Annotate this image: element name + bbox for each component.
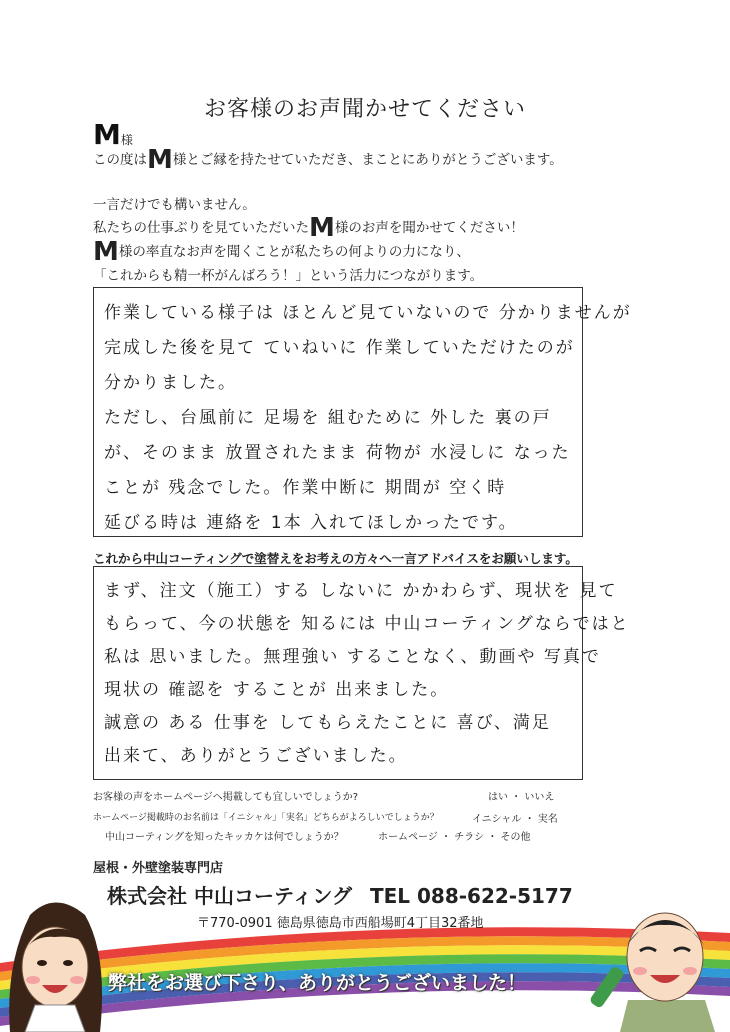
answer-1-line: 完成した後を見て ていねいに 作業していただけたのが (104, 338, 575, 358)
greeting-suffix: 様とご縁を持たせていただき、まことにありがとうございます。 (172, 152, 563, 168)
options-publish: はい ・ いいえ (488, 792, 555, 803)
company-contact (107, 880, 573, 909)
customer-initial: M (93, 118, 121, 151)
answer-1-line: 延びる時は 連絡を 1本 入れてほしかったです。 (104, 513, 518, 533)
answer-1-line: 分かりました。 (104, 373, 237, 393)
advice-heading: これから中山コーティングで塗替えをお考えの方々へ一言アドバイスをお願いします。 (93, 551, 578, 566)
question-referral: 中山コーティングを知ったキッカケは何でしょうか？ (105, 832, 344, 843)
answer-1-line: が、そのまま 放置されたまま 荷物が 水浸しに なった (104, 443, 571, 463)
company-address: 〒770-0901 徳島県徳島市西船場町4丁目32番地 (197, 916, 484, 931)
page-title: お客様のお声聞かせてください (203, 97, 526, 122)
customer-sama: 様 (120, 133, 133, 147)
question-name-type: ホームページ掲載時のお名前は「イニシャル」「実名」どちらがよろしいでしょうか？ (93, 813, 439, 823)
answer-1-line: ことが 残念でした。作業中断に 期間が 空く時 (104, 478, 507, 498)
greeting-initial: M (147, 145, 173, 175)
intro-line-3 (93, 237, 470, 267)
thanks-message: 弊社をお選び下さり、ありがとうございました！ (108, 972, 527, 994)
answer-2-line: 現状の 確認を することが 出来ました。 (104, 680, 450, 700)
answer-2-line: もらって、今の状態を 知るには 中山コーティングならではと (104, 614, 630, 634)
question-publish: お客様の声をホームページへ掲載しても宜しいでしょうか? (93, 792, 359, 803)
answer-2-line: 私は 思いました。無理強い することなく、動画や 写真で (104, 647, 601, 667)
intro-line-2-suffix: 様のお声を聞かせてください！ (334, 220, 524, 236)
intro-line-1: 一言だけでも構いません。 (93, 197, 256, 213)
staff-woman-illustration (9, 903, 102, 1032)
answer-box-1 (93, 287, 632, 537)
answer-1-line: ただし、台風前に 足場を 組むために 外した 裏の戸 (104, 408, 552, 428)
answer-2-line: まず、注文（施工）する しないに かかわらず、現状を 見て (104, 581, 618, 601)
intro-line-2-initial: M (309, 213, 335, 243)
intro-line-4: 「これからも精一杯がんばろう！」という活力につながります。 (93, 268, 484, 284)
greeting-line (93, 145, 563, 175)
company-type: 屋根・外壁塗装専門店 (93, 861, 224, 876)
answer-2-line: 誠意の ある 仕事を してもらえたことに 喜び、満足 (104, 713, 551, 733)
answer-1-line: 作業している様子は ほとんど見ていないので 分かりませんが (104, 303, 632, 323)
intro-line-2-prefix: 私たちの仕事ぶりを見ていただいた (93, 220, 309, 236)
options-name-type: イニシャル ・ 実名 (472, 814, 558, 825)
company-name: 株式会社 中山コーティング (107, 884, 352, 908)
answer-2-line: 出来て、ありがとうございました。 (104, 746, 408, 766)
answer-box-2 (93, 566, 630, 780)
options-referral: ホームページ ・ チラシ ・ その他 (378, 832, 531, 843)
company-tel: TEL 088-622-5177 (369, 884, 573, 908)
intro-line-3-initial: M (93, 237, 119, 267)
greeting-prefix: この度は (93, 152, 147, 168)
intro-line-3-suffix: 様の率直なお声を聞くことが私たちの何よりの力になり、 (118, 244, 470, 260)
